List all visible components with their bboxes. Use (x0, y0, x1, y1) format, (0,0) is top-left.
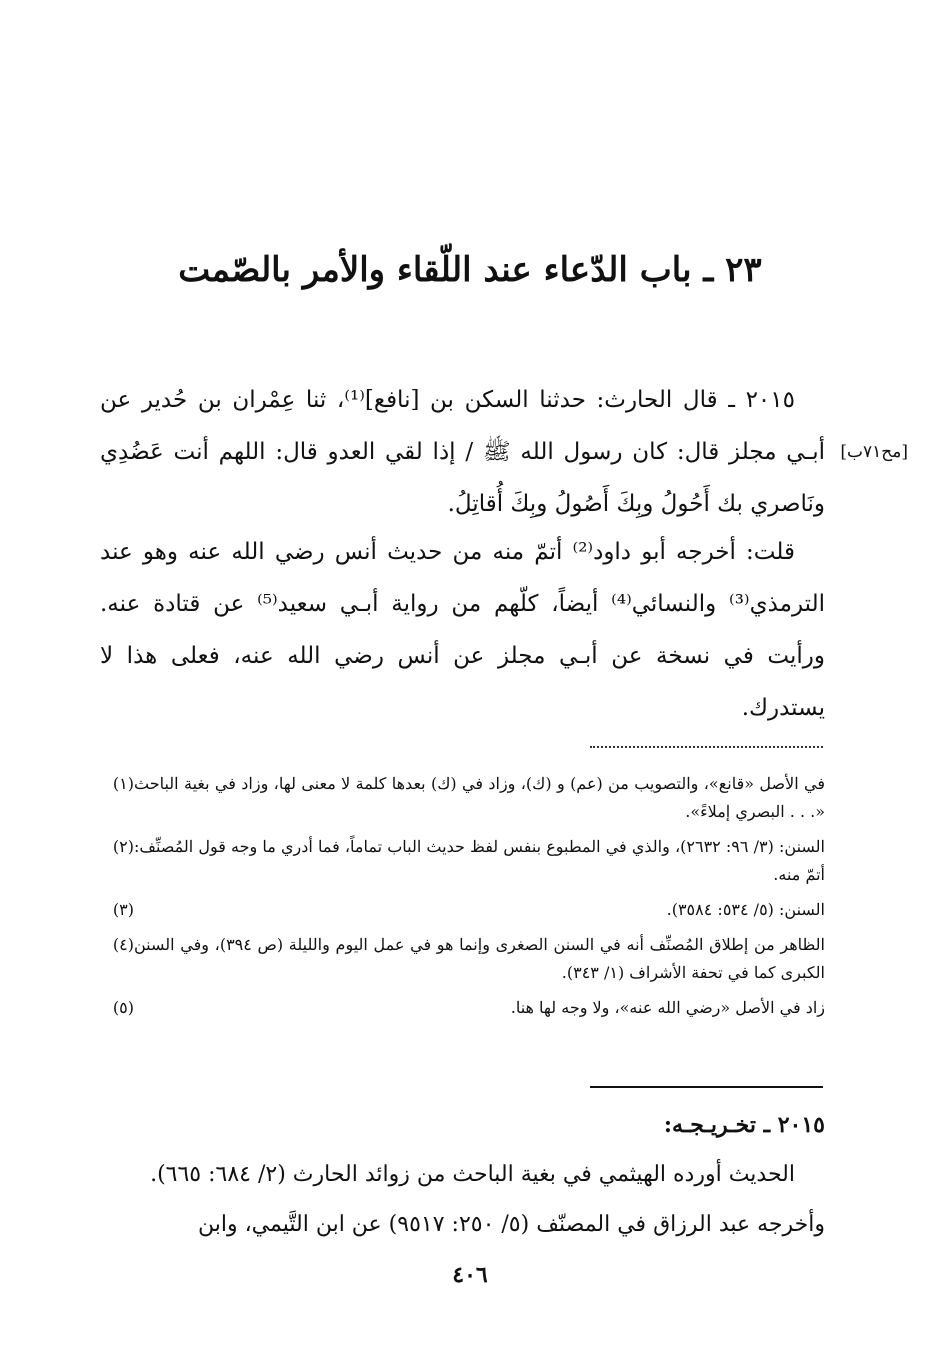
footnote-number: (١) (112, 774, 134, 793)
footnotes (100, 770, 825, 1029)
manuscript-margin-note: [مح٧١ب] (840, 442, 908, 462)
footnote-text: زاد في الأصل «رضي الله عنه»، ولا وجه لها هنا. (510, 998, 825, 1017)
footnote-text: السنن: (٣/ ٩٦: ٢٦٣٢)، والذي في المطبوع بنفس لفظ حديث الباب تماماً، فما أدري ما وجه قول المُصنِّف: أتمّ منه. (134, 837, 826, 884)
footnote-separator (590, 746, 823, 748)
hadith-text: ٢٠١٥ ـ قال الحارث: حدثنا السكن بن [نافع]⁽¹⁾، ثنا عِمْران بن حُدير عن أبـي مجلز قال: كان رسول الله ﷺ / إذا لقي العدو قال: اللهم أنت عَضُدِي ونَاصري بك أَحُولُ وبِكَ أَصُولُ وبِكَ أُقاتِلُ. (100, 387, 825, 517)
footnote-item (100, 931, 825, 987)
footnote-item (100, 833, 825, 889)
footnote-text: الظاهر من إطلاق المُصنِّف أنه في السنن الصغرى وإنما هو في عمل اليوم والليلة (ص ٣٩٤)، وفي السنن الكبرى كما في تحفة الأشراف (١/ ٣٤٣). (134, 935, 825, 982)
chapter-title: ٢٣ ـ باب الدّعاء عند اللّقاء والأمر بالصّمت (178, 250, 762, 290)
footnote-number: (٣) (112, 900, 134, 919)
takhrij-heading: ٢٠١٥ ـ تخـريـجـه: (663, 1112, 825, 1138)
author-comment: قلت: أخرجه أبو داود⁽²⁾ أتمّ منه من حديث أنس رضي الله عنه وهو عند الترمذي⁽³⁾ والنسائي⁽⁴⁾ أيضاً، كلّهم من رواية أبـي سعيد⁽⁵⁾ عن قتادة عنه. ورأيت في نسخة عن أبـي مجلز عن أنس رضي الله عنه، فعلى هذا لا يستدرك. (100, 539, 825, 721)
page-number: ٤٠٦ (452, 1262, 488, 1288)
footnote-text: السنن: (٥/ ٥٣٤: ٣٥٨٤). (666, 900, 825, 919)
takhrij-section (100, 1100, 825, 1250)
footnote-item (100, 994, 825, 1022)
section-rule (590, 1086, 823, 1088)
footnote-text: في الأصل «قانع»، والتصويب من (عم) و (ك)، وزاد في (ك) بعدها كلمة لا معنى لها، وزاد في بغية الباحث «. . . البصري إملاءً». (134, 774, 825, 821)
takhrij-line: الحديث أورده الهيثمي في بغية الباحث من زوائد الحارث (٢/ ٦٨٤: ٦٦٥). (150, 1162, 795, 1187)
footnote-item (100, 896, 825, 924)
footnote-item (100, 770, 825, 826)
footnote-number: (٤) (112, 935, 134, 954)
takhrij-line: وأخرجه عبد الرزاق في المصنّف (٥/ ٢٥٠: ٩٥١٧) عن ابن التَّيمي، وابن (197, 1212, 825, 1237)
footnote-number: (٢) (112, 837, 134, 856)
footnote-number: (٥) (112, 998, 134, 1017)
